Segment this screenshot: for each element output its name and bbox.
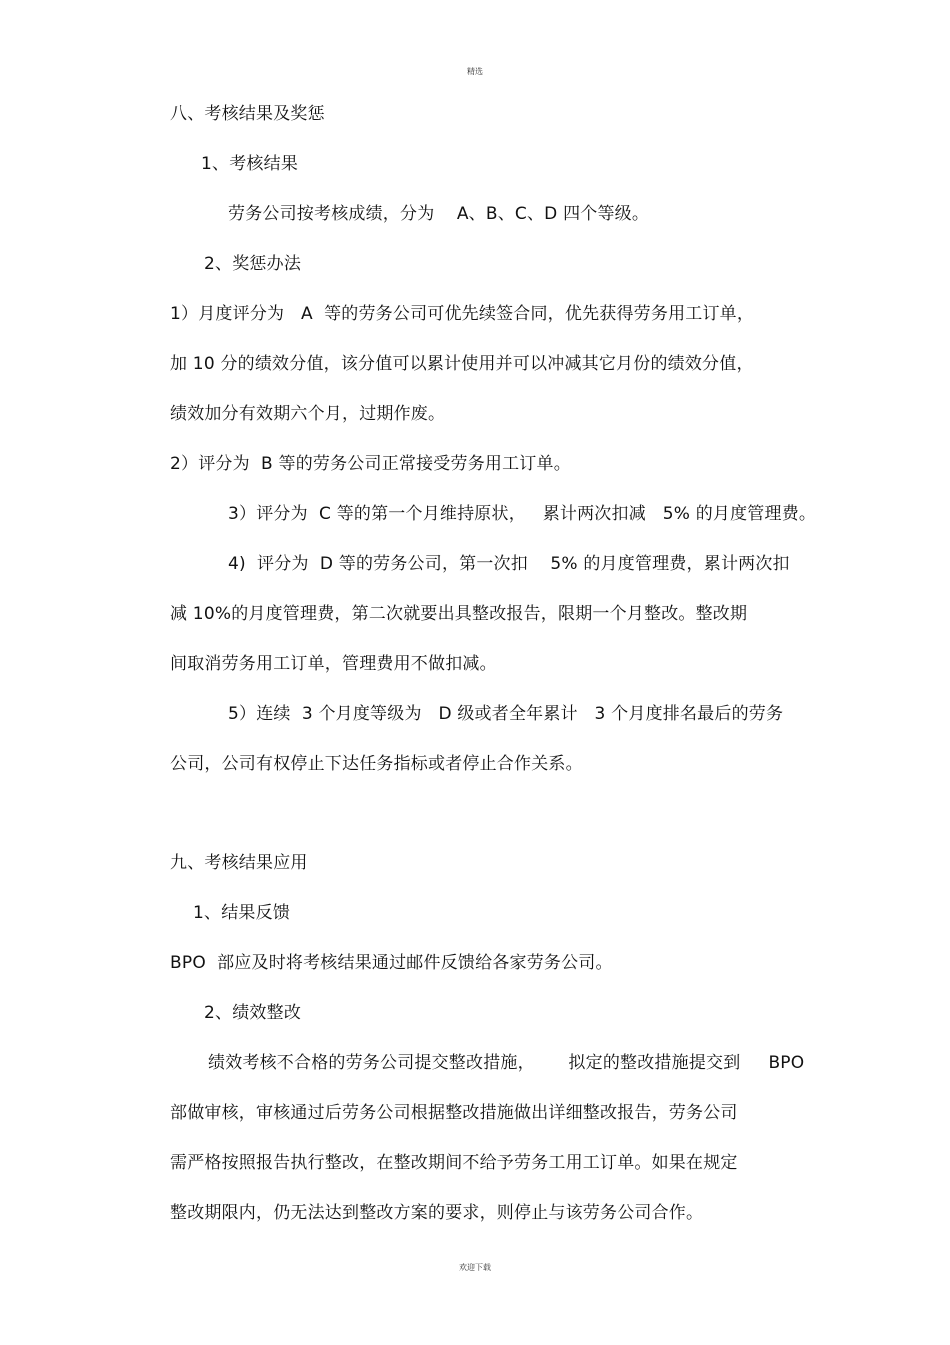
paragraph-line: 公司，公司有权停止下达任务指标或者停止合作关系。 xyxy=(170,754,583,774)
paragraph-line: 间取消劳务用工订单，管理费用不做扣减。 xyxy=(170,654,497,674)
paragraph-line: 绩效加分有效期六个月，过期作废。 xyxy=(170,404,446,424)
paragraph-line: 1）月度评分为 A 等的劳务公司可优先续签合同，优先获得劳务用工订单， xyxy=(170,304,755,324)
subheading-feedback: 1、结果反馈 xyxy=(193,903,291,923)
paragraph-line: 绩效考核不合格的劳务公司提交整改措施， 拟定的整改措施提交到 BPO xyxy=(208,1053,805,1073)
section-heading-8: 八、考核结果及奖惩 xyxy=(170,104,325,124)
page-header: 精选 xyxy=(467,67,483,76)
paragraph-line: 减 10%的月度管理费，第二次就要出具整改报告，限期一个月整改。整改期 xyxy=(170,604,748,624)
paragraph-line: 加 10 分的绩效分值，该分值可以累计使用并可以冲减其它月份的绩效分值， xyxy=(170,354,754,374)
paragraph-line: 3）评分为 C 等的第一个月维持原状， 累计两次扣减 5% 的月度管理费。 xyxy=(228,504,817,524)
page-footer: 欢迎下载 xyxy=(459,1263,491,1272)
paragraph-line: 5）连续 3 个月度等级为 D 级或者全年累计 3 个月度排名最后的劳务 xyxy=(228,704,784,724)
paragraph-line: 部做审核，审核通过后劳务公司根据整改措施做出详细整改报告，劳务公司 xyxy=(170,1103,738,1123)
subheading-improvement: 2、绩效整改 xyxy=(204,1003,302,1023)
section-heading-9: 九、考核结果应用 xyxy=(170,853,308,873)
paragraph-line: 劳务公司按考核成绩，分为 A、B、C、D 四个等级。 xyxy=(228,204,650,224)
paragraph-line: 4) 评分为 D 等的劳务公司，第一次扣 5% 的月度管理费，累计两次扣 xyxy=(228,554,790,574)
paragraph-line: BPO 部应及时将考核结果通过邮件反馈给各家劳务公司。 xyxy=(170,953,613,973)
subheading-rewards: 2、奖惩办法 xyxy=(204,254,302,274)
paragraph-line: 2）评分为 B 等的劳务公司正常接受劳务用工订单。 xyxy=(170,454,571,474)
paragraph-line: 需严格按照报告执行整改，在整改期间不给予劳务工用工订单。如果在规定 xyxy=(170,1153,738,1173)
paragraph-line: 整改期限内，仍无法达到整改方案的要求，则停止与该劳务公司合作。 xyxy=(170,1203,704,1223)
subheading-results: 1、考核结果 xyxy=(201,154,299,174)
